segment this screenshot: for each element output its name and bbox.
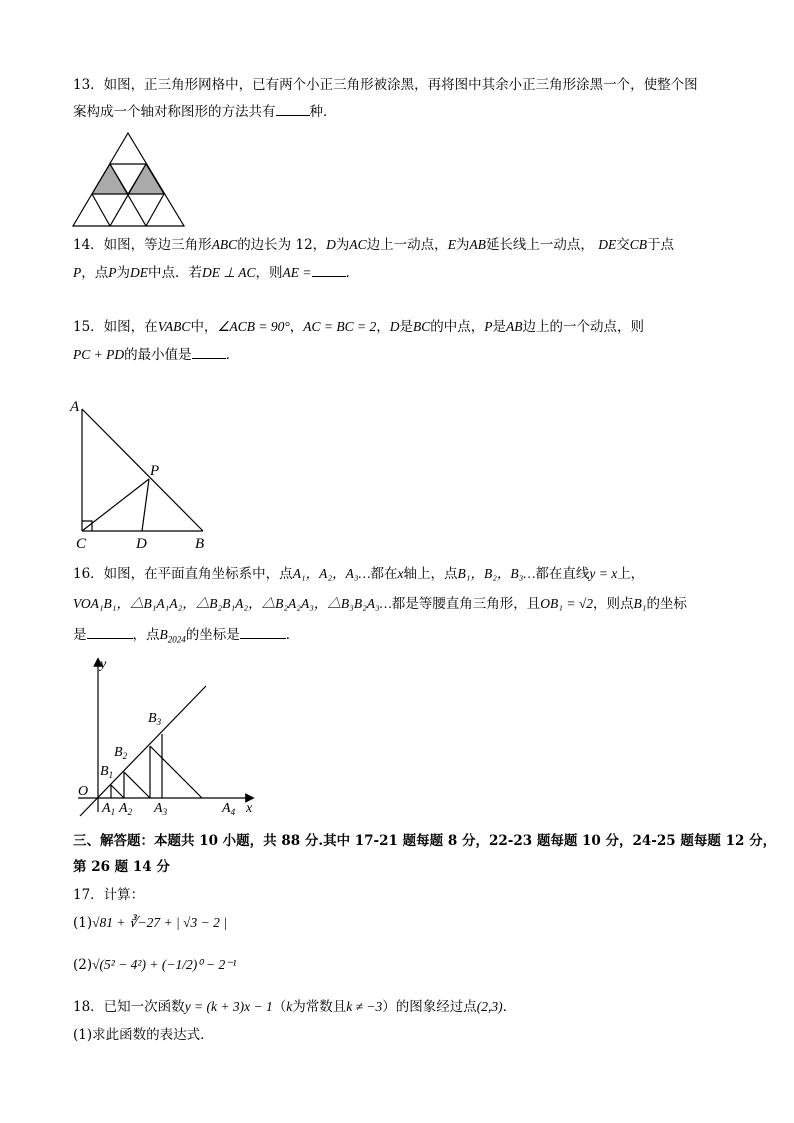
q17-part1: (1)√81 + ∛−27 + | √3 − 2 | — [73, 915, 227, 931]
label-o: O — [78, 784, 89, 799]
q16-line2: VOA₁B₁，△B₁A₁A₂，△B₂B₁A₂，△B₂A₂A₃，△B₃B₂A₃…都是等腰直角三角形，且OB₁ = √2，则点B₁的坐标 — [73, 596, 687, 612]
shaded-triangle-left — [92, 164, 128, 194]
q18-line1: 18．已知一次函数y = (k + 3)x − 1（k为常数且k ≠ −3）的图象经过点(2,3)． — [73, 999, 517, 1015]
label-a1: $A_1$ — [102, 801, 116, 817]
q18-line2: (1)求此函数的表达式． — [73, 1027, 214, 1043]
shaded-triangle-right — [128, 164, 164, 194]
q15-line1: 15．如图，在VABC中，∠ACB = 90°，AC = BC = 2，D是BC的中点，P是AB边上的一个动点，则 — [73, 319, 645, 335]
label-b: B — [195, 536, 205, 552]
label-a2: $A_2$ — [119, 801, 133, 817]
label-c: C — [76, 536, 87, 552]
triangle-grid-figure — [70, 130, 190, 230]
answer-blank[interactable] — [87, 626, 133, 639]
coordinate-figure — [74, 652, 274, 822]
q13-line1: 13．如图，正三角形网格中，已有两个小正三角形被涂黑，再将图中其余小正三角形涂黑一个，使整个图 — [73, 77, 698, 93]
label-b2: $B_2$ — [114, 745, 128, 761]
q15-line2: PC + PD的最小值是 ． — [73, 347, 240, 363]
label-a4: $A_4$ — [222, 801, 236, 817]
section3-heading-line1: 三、解答题：本题共 10 小题，共 88 分.其中 17-21 题每题 8 分，22-23 题每题 10 分，24-25 题每题 12 分， — [73, 833, 777, 849]
label-a: A — [70, 399, 80, 415]
label-b3: $B_3$ — [148, 711, 162, 727]
right-triangle-figure — [68, 395, 218, 550]
answer-blank[interactable] — [240, 626, 286, 639]
q13-line2: 案构成一个轴对称图形的方法共有 种． — [73, 104, 337, 120]
answer-blank[interactable] — [312, 264, 346, 277]
q16-line3: 是 ，点$B_{2024}$的坐标是 ． — [73, 627, 300, 645]
label-a3: $A_3$ — [154, 801, 168, 817]
q17-part2: (2)√(5² − 4²) + (−1/2)⁰ − 2⁻¹ — [73, 957, 237, 973]
answer-blank[interactable] — [192, 346, 226, 359]
answer-blank[interactable] — [276, 103, 310, 116]
label-b1: $B_1$ — [100, 764, 114, 780]
label-d: D — [136, 536, 147, 552]
q16-line1: 16．如图，在平面直角坐标系中，点A₁，A₂，A₃…都在x轴上，点B₁，B₂，B₃…都在直线y = x上， — [73, 566, 645, 582]
q14-line2: P，点P为DE中点．若DE ⊥ AC，则AE = ． — [73, 265, 359, 281]
section3-heading-line2: 第 26 题 14 分 — [73, 859, 170, 875]
q17-title: 17．计算： — [73, 887, 145, 903]
label-x: x — [246, 801, 253, 816]
label-p: P — [150, 463, 160, 479]
q14-line1: 14．如图，等边三角形ABC的边长为 12，D为AC边上一动点，E为AB延长线上一动点， DE交CB于点 — [73, 237, 674, 253]
label-y: y — [100, 657, 107, 672]
